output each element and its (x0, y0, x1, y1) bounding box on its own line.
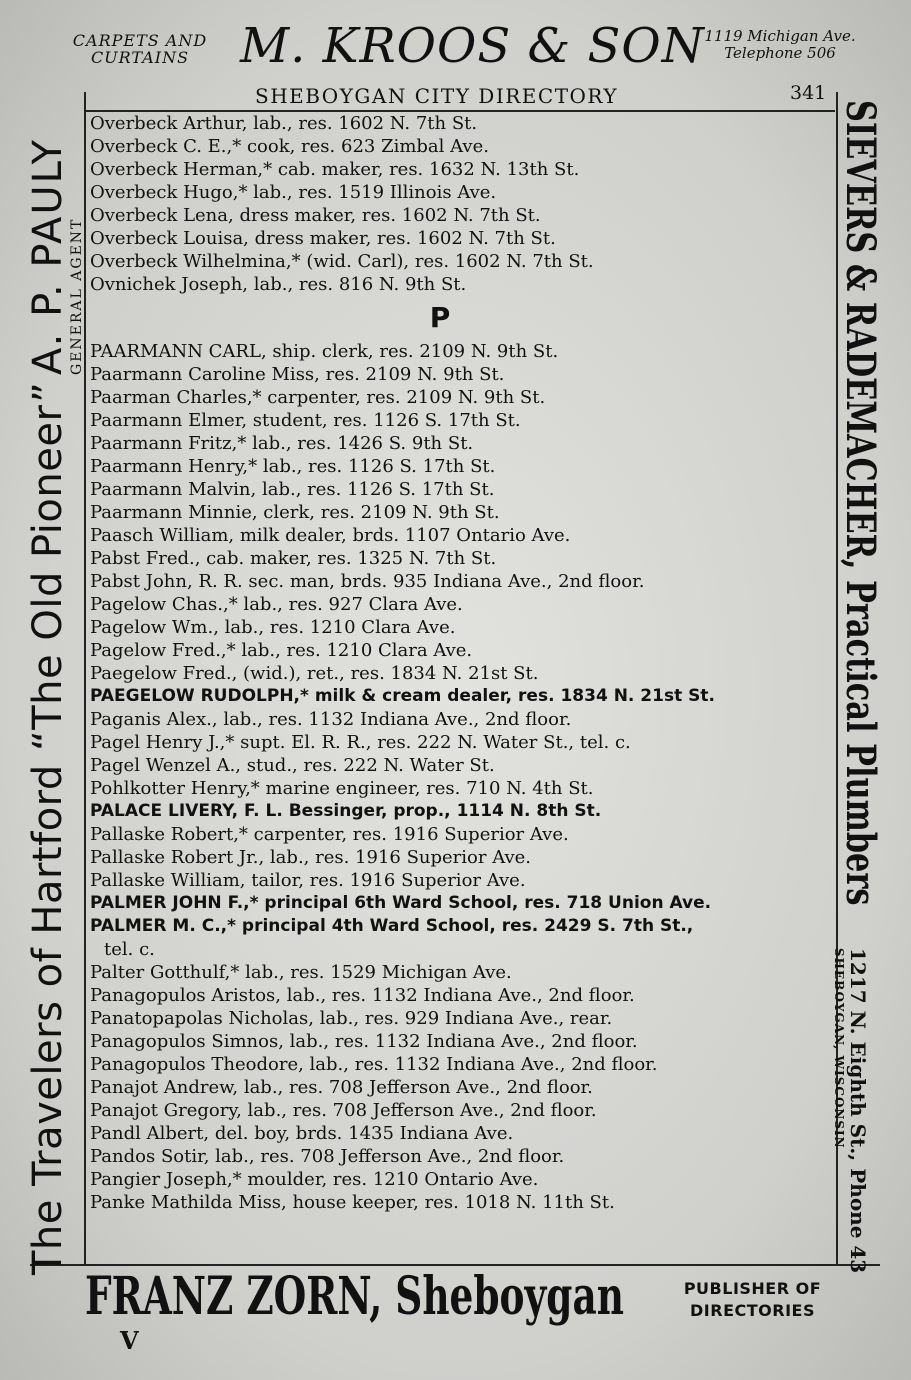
directory-entries (90, 112, 835, 1214)
list-item: Ovnichek Joseph, lab., res. 816 N. 9th St. (90, 274, 467, 295)
list-item: Pallaske Robert Jr., lab., res. 1916 Superior Ave. (90, 847, 532, 868)
list-item: Pagelow Wm., lab., res. 1210 Clara Ave. (90, 617, 456, 638)
list-item: Pohlkotter Henry,* marine engineer, res. 710 N. 4th St. (90, 778, 594, 799)
list-item: PAARMANN CARL, ship. clerk, res. 2109 N. 9th St. (90, 341, 559, 362)
left-ad-main: The Travelers of Hartford “The Old Pioneer” (25, 381, 71, 1275)
list-item: Overbeck Wilhelmina,* (wid. Carl), res. 1602 N. 7th St. (90, 251, 594, 272)
list-item: Paasch William, milk dealer, brds. 1107 Ontario Ave. (90, 525, 571, 546)
top-right-ad-line1: 1119 Michigan Ave. (704, 27, 856, 45)
bottom-right-ad-line2: DIRECTORIES (690, 1301, 815, 1320)
list-item: Pandos Sotir, lab., res. 708 Jefferson Ave., 2nd floor. (90, 1146, 565, 1167)
list-item: Panajot Andrew, lab., res. 708 Jefferson Ave., 2nd floor. (90, 1077, 593, 1098)
list-item: Paganis Alex., lab., res. 1132 Indiana Ave., 2nd floor. (90, 709, 572, 730)
list-item: Paarmann Henry,* lab., res. 1126 S. 17th St. (90, 456, 496, 477)
page-number: 341 (790, 82, 827, 104)
right-ad-main: SIEVERS & RADEMACHER, Practical Plumbers (837, 100, 884, 906)
right-ad-city: SHEBOYGAN, WISCONSIN (832, 948, 846, 1149)
list-item: Pagelow Fred.,* lab., res. 1210 Clara Ave. (90, 640, 473, 661)
list-item: Paarman Charles,* carpenter, res. 2109 N. 9th St. (90, 387, 546, 408)
list-item: Paarmann Elmer, student, res. 1126 S. 17th St. (90, 410, 521, 431)
list-item: Pabst John, R. R. sec. man, brds. 935 Indiana Ave., 2nd floor. (90, 571, 645, 592)
bottom-right-ad-line1: PUBLISHER OF (683, 1279, 822, 1298)
list-item: Pagelow Chas.,* lab., res. 927 Clara Ave. (90, 594, 463, 615)
list-item: Pallaske William, tailor, res. 1916 Superior Ave. (90, 870, 526, 891)
list-item: PALACE LIVERY, F. L. Bessinger, prop., 1114 N. 8th St. (90, 801, 602, 821)
list-item: Pagel Wenzel A., stud., res. 222 N. Water St. (90, 755, 495, 776)
list-item: Panatopapolas Nicholas, lab., res. 929 Indiana Ave., rear. (90, 1008, 613, 1029)
list-item: PALMER M. C.,* principal 4th Ward School, res. 2429 S. 7th St., (90, 916, 694, 936)
bottom-right-ad (665, 1278, 840, 1322)
list-item: Pandl Albert, del. boy, brds. 1435 Indiana Ave. (90, 1123, 514, 1144)
list-item: PAEGELOW RUDOLPH,* milk & cream dealer, res. 1834 N. 21st St. (90, 686, 715, 706)
section-p-entries (90, 340, 835, 1214)
left-ad-agent: A. P. PAULY (25, 137, 71, 375)
right-ad-address: 1217 N. Eighth St., Phone 43 (846, 948, 870, 1274)
bottom-ad-main: FRANZ ZORN, Sheboygan (85, 1266, 624, 1327)
left-vertical-ad (25, 105, 85, 1275)
list-item: Paarmann Fritz,* lab., res. 1426 S. 9th St. (90, 433, 474, 454)
top-right-ad-line2: Telephone 506 (724, 44, 836, 62)
top-right-ad (680, 28, 880, 62)
list-item: Panagopulos Theodore, lab., res. 1132 Indiana Ave., 2nd floor. (90, 1054, 658, 1075)
list-item: PALMER JOHN F.,* principal 6th Ward School, res. 718 Union Ave. (90, 893, 712, 913)
signature-mark: V (120, 1326, 139, 1355)
section-letter: P (429, 301, 451, 334)
list-item: Overbeck Louisa, dress maker, res. 1602 N. 7th St. (90, 228, 556, 249)
list-item: Panagopulos Simnos, lab., res. 1132 Indiana Ave., 2nd floor. (90, 1031, 638, 1052)
top-left-ad (60, 32, 220, 66)
top-banner-title: M. KROOS & SON (240, 18, 705, 74)
entries-before-section (90, 112, 835, 296)
list-item: Overbeck Arthur, lab., res. 1602 N. 7th St. (90, 113, 478, 134)
right-vertical-ad (832, 100, 884, 1274)
list-item: Panke Mathilda Miss, house keeper, res. 1018 N. 11th St. (90, 1192, 615, 1213)
list-item: Paarmann Minnie, clerk, res. 2109 N. 9th St. (90, 502, 500, 523)
list-item: Palter Gotthulf,* lab., res. 1529 Michigan Ave. (90, 962, 512, 983)
list-item: Overbeck C. E.,* cook, res. 623 Zimbal Ave. (90, 136, 489, 157)
list-item: Pagel Henry J.,* supt. El. R. R., res. 222 N. Water St., tel. c. (90, 732, 631, 753)
list-item: Overbeck Herman,* cab. maker, res. 1632 N. 13th St. (90, 159, 580, 180)
list-item: Paegelow Fred., (wid.), ret., res. 1834 N. 21st St. (90, 663, 539, 684)
list-item: Overbeck Lena, dress maker, res. 1602 N. 7th St. (90, 205, 541, 226)
list-item: Overbeck Hugo,* lab., res. 1519 Illinois Ave. (90, 182, 497, 203)
running-head: SHEBOYGAN CITY DIRECTORY (255, 84, 619, 108)
top-left-ad-line1: CARPETS AND (72, 31, 208, 50)
list-item: Panagopulos Aristos, lab., res. 1132 Indiana Ave., 2nd floor. (90, 985, 635, 1006)
list-item: Pallaske Robert,* carpenter, res. 1916 Superior Ave. (90, 824, 569, 845)
top-left-ad-line2: CURTAINS (90, 48, 190, 67)
list-item: Pangier Joseph,* moulder, res. 1210 Ontario Ave. (90, 1169, 539, 1190)
list-item: Pabst Fred., cab. maker, res. 1325 N. 7th St. (90, 548, 497, 569)
left-ad-role: GENERAL AGENT (69, 217, 85, 375)
list-item: Paarmann Malvin, lab., res. 1126 S. 17th St. (90, 479, 495, 500)
list-item: Panajot Gregory, lab., res. 708 Jefferson Ave., 2nd floor. (90, 1100, 597, 1121)
list-item: tel. c. (104, 939, 155, 960)
list-item: Paarmann Caroline Miss, res. 2109 N. 9th St. (90, 364, 505, 385)
